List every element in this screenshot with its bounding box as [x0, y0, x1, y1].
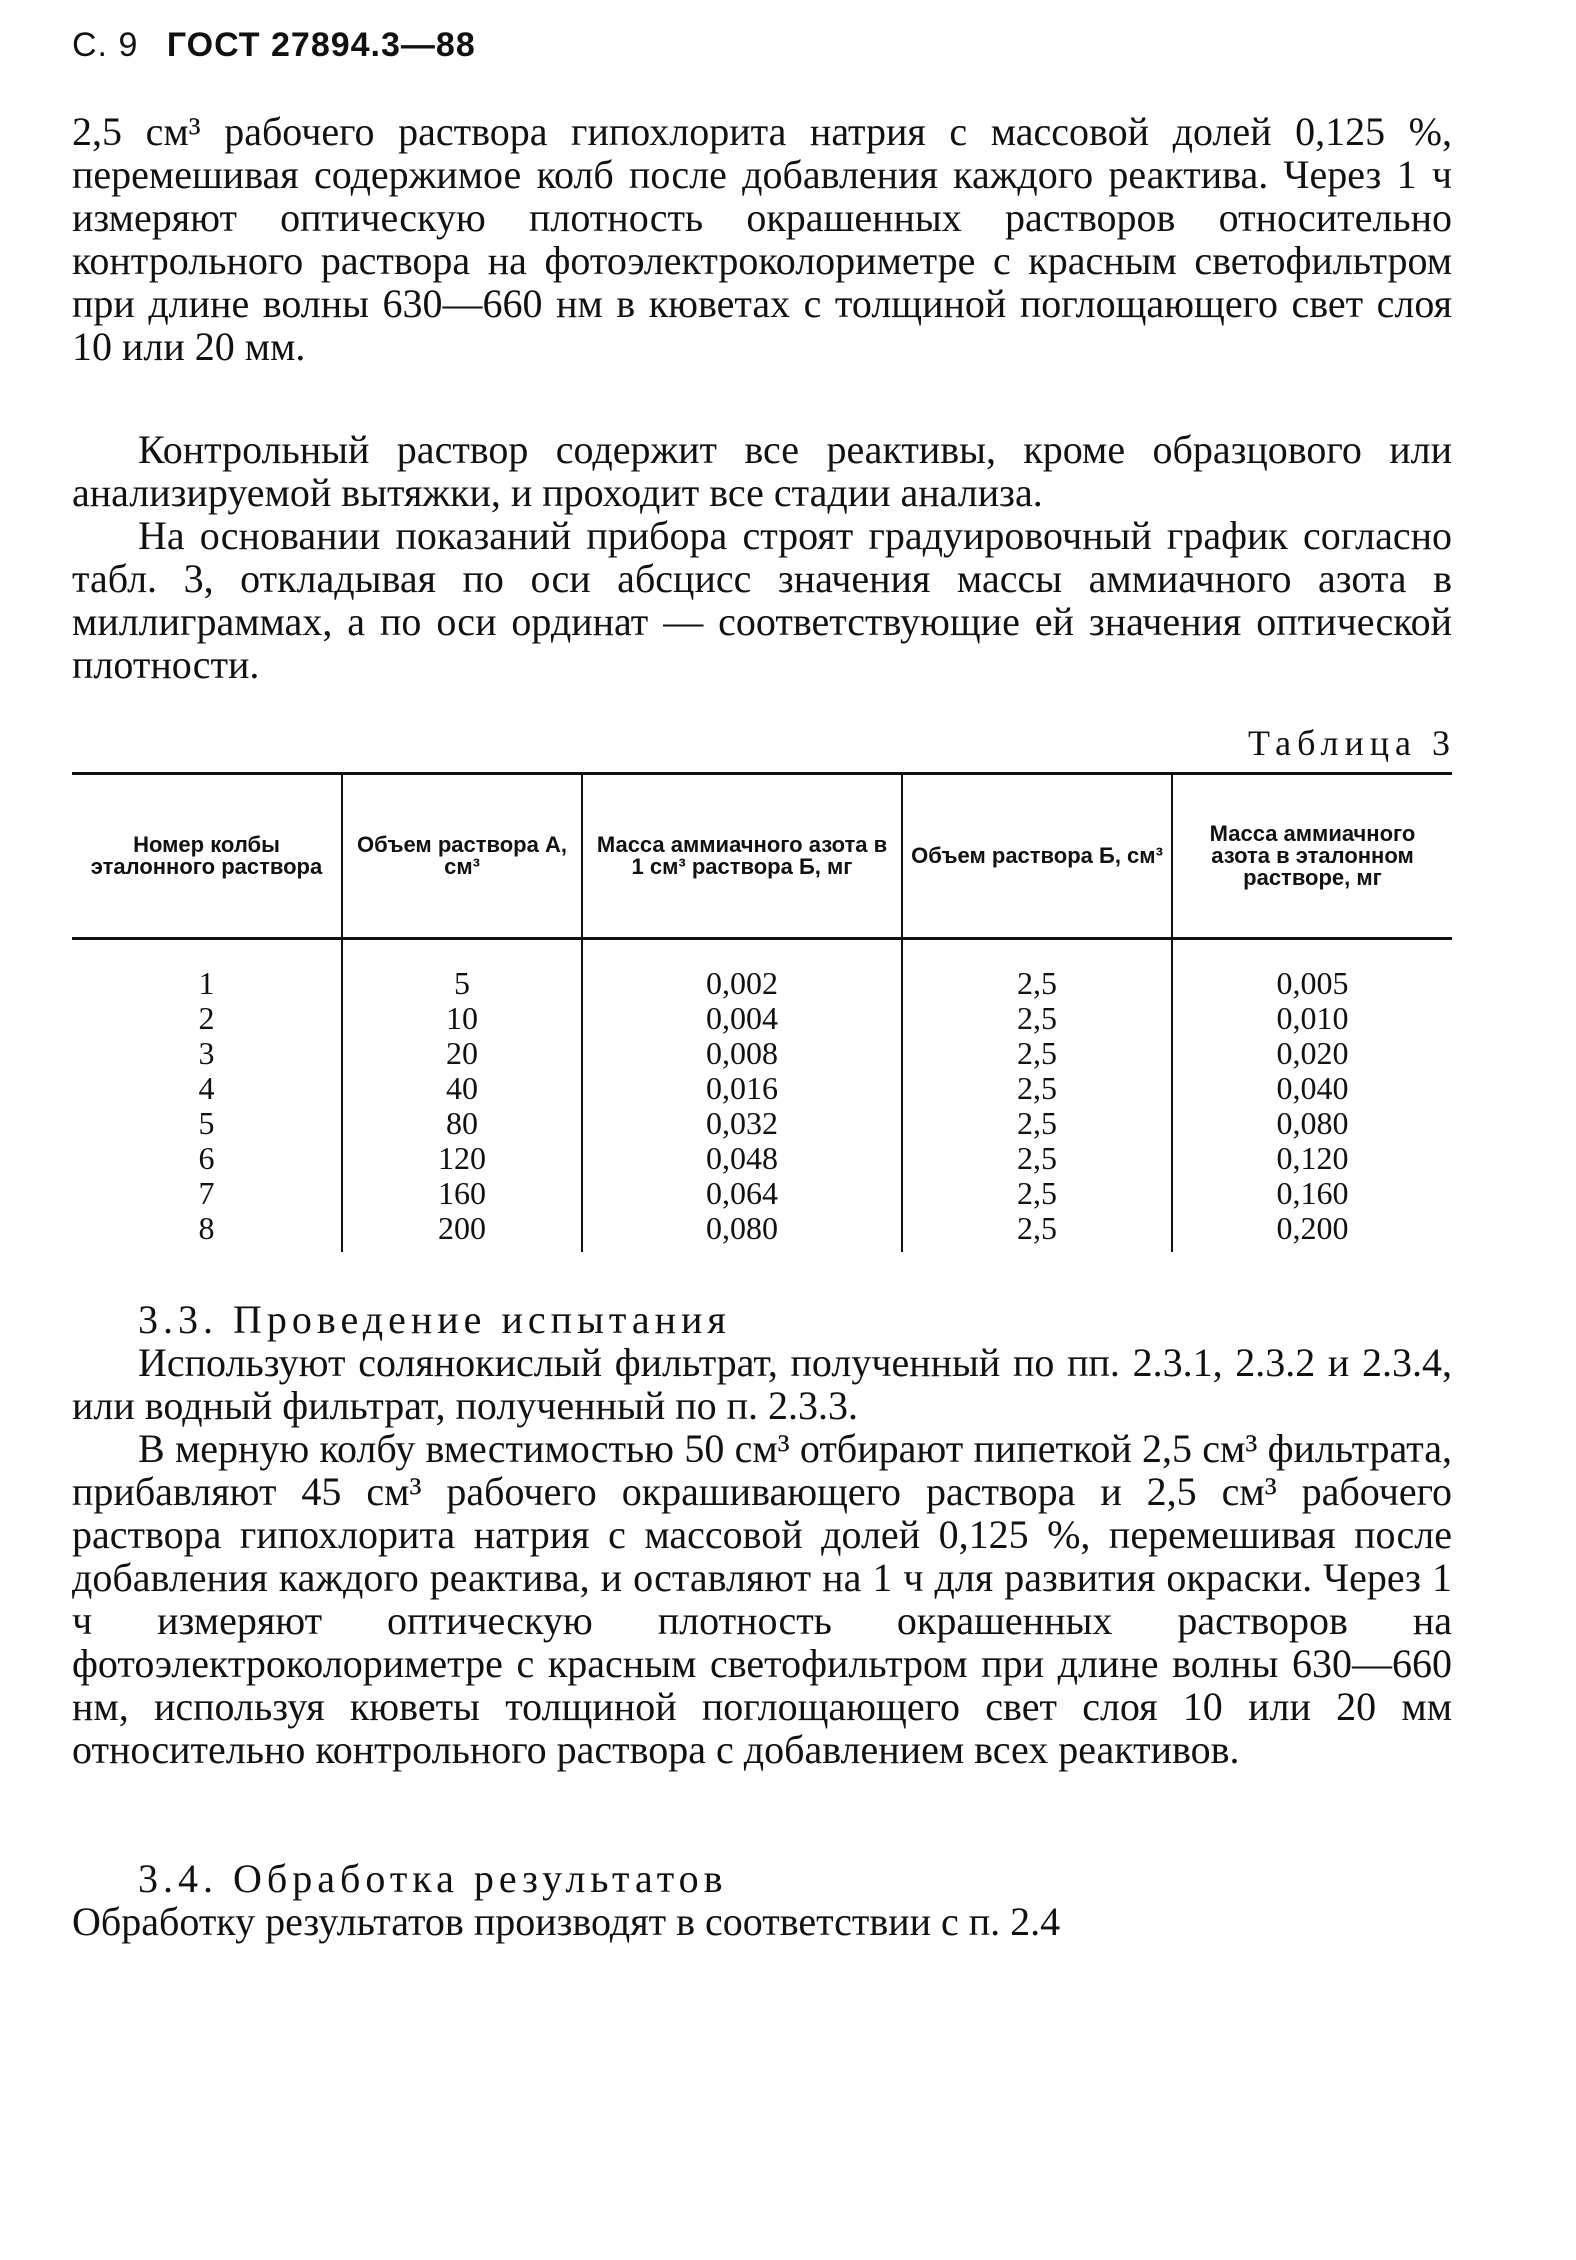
table-row [72, 1106, 1452, 1141]
table-cell: 3 [198, 1035, 215, 1071]
table-cell: 0,120 [1172, 1141, 1452, 1176]
table-cell: 1 [198, 965, 215, 1001]
table-cell: 2,5 [902, 1001, 1172, 1036]
table-cell: 5 [342, 966, 582, 1001]
paragraph-filtrate: Используют солянокислый фильтрат, полученный по пп. 2.3.1, 2.3.2 и 2.3.4, или водный фильтрат, полученный по п. 2.3.3. [72, 1340, 1452, 1428]
table-row [72, 1071, 1452, 1106]
table-cell: 160 [342, 1176, 582, 1211]
table-row [72, 966, 1452, 1001]
table-cell: 0,032 [582, 1106, 902, 1141]
table-row [72, 1036, 1452, 1071]
table-row [72, 1176, 1452, 1211]
paragraph-continuation: 2,5 см³ рабочего раствора гипохлорита натрия с массовой долей 0,125 %, перемешивая содержимое колб после добавления каждого реактива. Через 1 ч измеряют оптическую плотность окрашенных растворов относительно контрольного раствора на фотоэлектроколориметре с красным светофильтром при длине волны 630—660 нм в кюветах с толщиной поглощающего свет слоя 10 или 20 мм. [72, 109, 1452, 369]
column-header: Объем раствора Б, см³ [902, 774, 1172, 939]
table-cell: 0,040 [1172, 1071, 1452, 1106]
table-cell: 0,064 [582, 1176, 902, 1211]
table-cell: 80 [342, 1106, 582, 1141]
paragraph-calibration-graph: На основании показаний прибора строят градуировочный график согласно табл. 3, откладывая по оси абсцисс значения массы аммиачного азота в миллиграммах, а по оси ординат — соответствующие ей значения оптической плотности. [72, 513, 1452, 687]
table-cell: 0,002 [582, 966, 902, 1001]
table-cell: 2,5 [902, 1141, 1172, 1176]
table-cell: 0,160 [1172, 1176, 1452, 1211]
table-cell: 0,080 [582, 1211, 902, 1252]
table-cell: 8 [198, 1210, 215, 1246]
table-row [72, 1211, 1452, 1252]
table-cell: 2,5 [902, 1071, 1172, 1106]
table-cell: 10 [342, 1001, 582, 1036]
table-cell: 0,080 [1172, 1106, 1452, 1141]
table-cell: 6 [198, 1140, 215, 1176]
table-header-row [72, 774, 1452, 939]
table-cell: 5 [198, 1105, 215, 1141]
calibration-table [72, 772, 1452, 1252]
table-cell: 200 [342, 1211, 582, 1252]
table-cell: 0,048 [582, 1141, 902, 1176]
table-caption: Таблица 3 [1248, 723, 1456, 763]
table-cell: 7 [198, 1175, 215, 1211]
table-cell: 0,004 [582, 1001, 902, 1036]
table-cell: 2,5 [902, 1211, 1172, 1252]
table-cell: 2,5 [902, 1106, 1172, 1141]
page-header [72, 26, 476, 65]
table-cell: 0,016 [582, 1071, 902, 1106]
table-cell: 0,010 [1172, 1001, 1452, 1036]
page-number: С. 9 [72, 26, 139, 64]
paragraph-results: Обработку результатов производят в соответствии с п. 2.4 [72, 1899, 1061, 1944]
column-header: Масса аммиачного азота в 1 см³ раствора Б, мг [582, 774, 902, 939]
column-header: Масса аммиачного азота в эталонном растворе, мг [1172, 774, 1452, 939]
table-cell: 0,200 [1172, 1211, 1452, 1252]
table-cell: 2 [198, 1000, 215, 1036]
table-cell: 2,5 [902, 966, 1172, 1001]
section-heading-3-4: 3.4. Обработка результатов [138, 1856, 728, 1901]
column-header: Номер колбы эталонного раствора [72, 774, 342, 939]
table-cell: 20 [342, 1036, 582, 1071]
table-cell: 120 [342, 1141, 582, 1176]
table-cell: 4 [198, 1070, 215, 1106]
section-heading-3-3: 3.3. Проведение испытания [138, 1297, 731, 1342]
table-cell: 2,5 [902, 1036, 1172, 1071]
table-row [72, 1001, 1452, 1036]
standard-code: ГОСТ 27894.3—88 [166, 26, 476, 64]
table-cell: 0,008 [582, 1036, 902, 1071]
table-row [72, 1141, 1452, 1176]
table-cell: 0,005 [1172, 966, 1452, 1001]
table-cell: 40 [342, 1071, 582, 1106]
paragraph-procedure: В мерную колбу вместимостью 50 см³ отбирают пипеткой 2,5 см³ фильтрата, прибавляют 45 см³ рабочего окрашивающего раствора и 2,5 см³ рабочего раствора гипохлорита натрия с массовой долей 0,125 %, перемешивая после добавления каждого реактива, и оставляют на 1 ч для развития окраски. Через 1 ч измеряют оптическую плотность окрашенных растворов на фотоэлектроколориметре с красным светофильтром при длине волны 630—660 нм, используя кюветы толщиной поглощающего свет слоя 10 или 20 мм относительно контрольного раствора с добавлением всех реактивов. [72, 1426, 1452, 1772]
column-header: Объем раствора А, см³ [342, 774, 582, 939]
table-spacer-row [72, 939, 1452, 967]
table-cell: 2,5 [902, 1176, 1172, 1211]
paragraph-control-solution: Контрольный раствор содержит все реактивы, кроме образцового или анализируемой вытяжки, и проходит все стадии анализа. [72, 427, 1452, 515]
table-cell: 0,020 [1172, 1036, 1452, 1071]
